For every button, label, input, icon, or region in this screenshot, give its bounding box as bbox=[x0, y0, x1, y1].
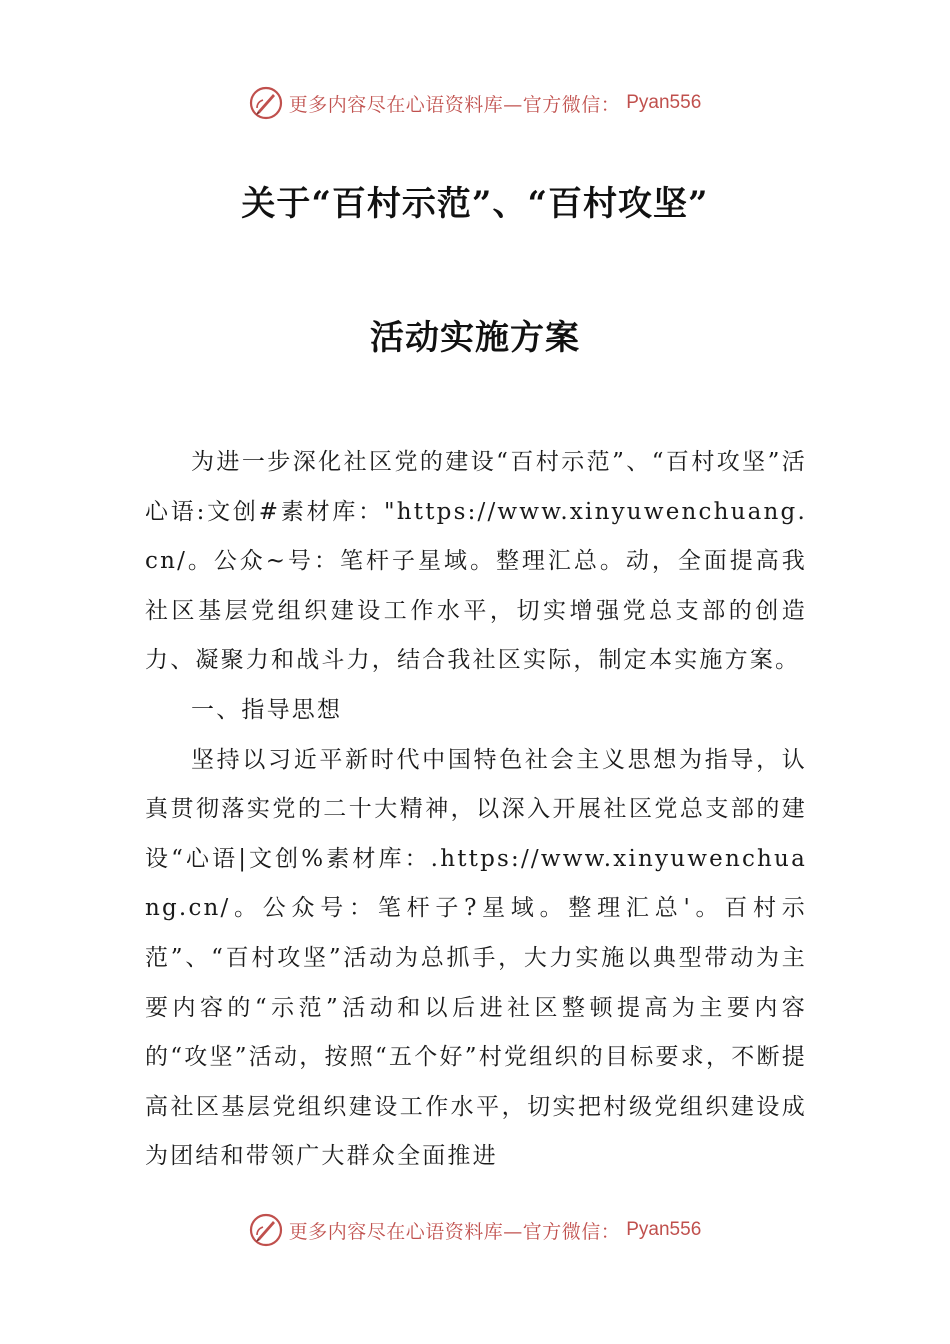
document-title-line-2: 活动实施方案 bbox=[370, 318, 580, 358]
section-heading-guiding-ideology: 一、指导思想 bbox=[191, 696, 343, 723]
watermark-text: 更多内容尽在心语资料库—官方微信： bbox=[288, 93, 621, 116]
quill-logo-icon bbox=[249, 1213, 283, 1247]
intro-paragraph: 为进一步深化社区党的建设“百村示范”、“百村攻坚”活心语:文创#素材库："https://www.xinyuwenchuang.cn/。公众~号：笔杆子星域。整理汇总。动，全面提高我社区基层党组织建设工作水平，切实增强党总支部的创造力、凝聚力和战斗力，结合我社区实际，制定本实施方案。 bbox=[145, 449, 807, 674]
watermark-text: 更多内容尽在心语资料库—官方微信： bbox=[288, 1220, 621, 1243]
document-title-line-1: 关于“百村示范”、“百村攻坚” bbox=[241, 184, 709, 224]
document-body bbox=[145, 438, 807, 1182]
watermark-wechat-id: Pyan556 bbox=[626, 92, 702, 113]
footer-watermark bbox=[0, 1213, 950, 1247]
guiding-ideology-paragraph: 坚持以习近平新时代中国特色社会主义思想为指导，认真贯彻落实党的二十大精神，以深入开展社区党总支部的建设“心语|文创%素材库：.https://www.xinyuwenchuang.cn/。公众号：笔杆子?星域。整理汇总'。百村示范”、“百村攻坚”活动为总抓手，大力实施以典型带动为主要内容的“示范”活动和以后进社区整顿提高为主要内容的“攻坚”活动，按照“五个好”村党组织的目标要求，不断提高社区基层党组织建设工作水平，切实把村级党组织建设成为团结和带领广大群众全面推进 bbox=[145, 746, 807, 1170]
watermark-wechat-id: Pyan556 bbox=[626, 1219, 702, 1240]
quill-logo-icon bbox=[249, 86, 283, 120]
header-watermark bbox=[0, 86, 950, 120]
